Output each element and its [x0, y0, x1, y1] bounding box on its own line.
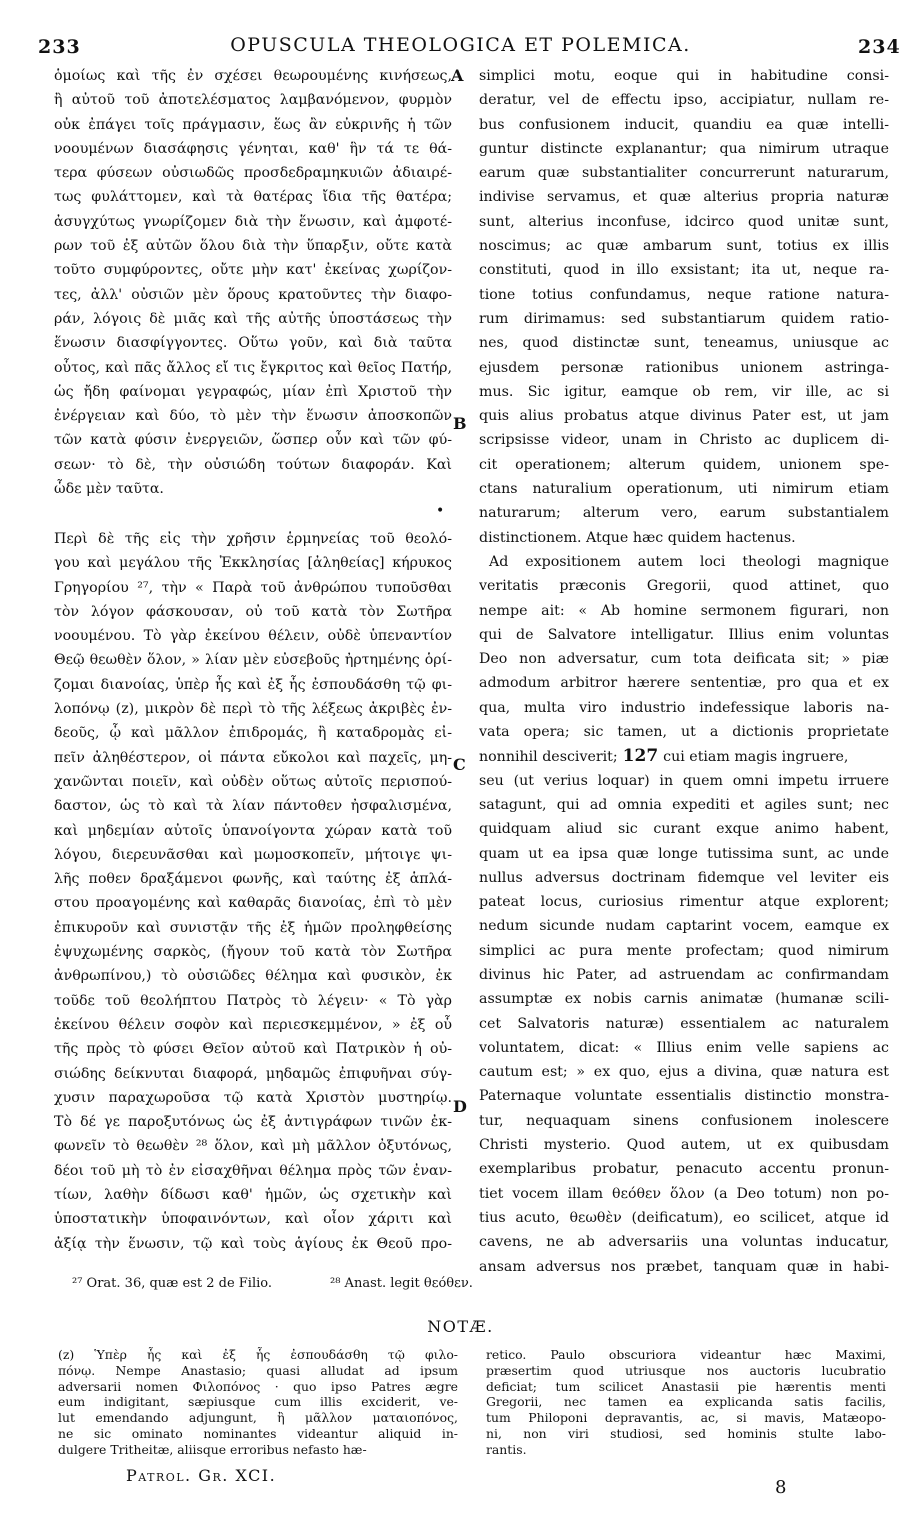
latin-text-line: cavens, ne ab adversariis una voluntas inducatur,: [479, 1234, 889, 1251]
latin-text-line: seu (ut verius loquar) in quem omni impetu irruere: [479, 772, 889, 789]
latin-text-line: constituti, quod in illo exsistant; ita ut, neque ra-: [479, 262, 889, 279]
latin-text-line: noscimus; ac quæ ambarum sunt, totius ex illis: [479, 238, 889, 255]
latin-text-line: quam ut ea ipsa quæ longe tutissima sunt, ac unde: [479, 845, 889, 862]
greek-text-line: φωνεῖν τὸ θεωθὲν ²⁸ ὅλον, καὶ μὴ μᾶλλον ὀξυτόνως,: [54, 1138, 452, 1155]
latin-text-line: vata opera; sic tamen, ut a dictionis proprietate: [479, 724, 889, 741]
greek-text-line: ἐνέργειαν καὶ δύο, τὸ μὲν τὴν ἕνωσιν ἀποσκοπῶν: [54, 408, 452, 425]
note-line: rantis.: [486, 1441, 527, 1457]
greek-text-line: ὑποστατικὴν ὑποφαινόντων, καὶ οἷον χάριτι καὶ: [54, 1211, 452, 1228]
latin-text-line: ansam adversus nos præbet, tanquam quæ in habi-: [479, 1258, 889, 1275]
greek-text-line: Γρηγορίου ²⁷, τὴν « Παρὰ τοῦ ἀνθρώπου τυποῦσθαι: [54, 579, 452, 596]
notes-heading: NOTÆ.: [427, 1317, 494, 1336]
note-line: tum Philoponi depravantis, ac, si mavis, Matæopo-: [486, 1410, 886, 1426]
greek-text-line: νοουμένων διασάφησις γένηται, καθ' ἣν τά τε θά-: [54, 140, 452, 157]
page-number-left: 233: [38, 36, 81, 58]
greek-text-line: Τὸ δέ γε παροξυτόνως ὡς ἐξ ἀντιγράφων τινῶν ἐκ-: [54, 1114, 452, 1131]
signature-mark: Patrol. Gr. XCI.: [126, 1466, 277, 1485]
latin-text-line: voluntatem, dicat: « Illius enim velle sapiens ac: [479, 1039, 889, 1056]
latin-text-line: ejusdem personæ rationibus unionem astringa-: [479, 359, 889, 376]
latin-text-line: nullus adversus doctrinam fidemque vel leviter eis: [479, 869, 889, 886]
greek-text-line: πεῖν ἀληθέστερον, οἱ πάντα εὔκολοι καὶ παχεῖς, μη-: [54, 749, 452, 766]
notes-right-column: [486, 1347, 886, 1458]
margin-letter-d: D: [453, 1097, 467, 1116]
greek-text-block-1: [54, 64, 452, 501]
greek-text-line: χανῶνται ποιεῖν, καὶ οὐδὲν οὕτως αὐτοῖς περισπού-: [54, 773, 452, 790]
greek-text-line: ἢ αὐτοῦ τοῦ ἀποτελέσματος λαμβανόμενον, φυρμὸν: [54, 92, 452, 109]
latin-text-line: cautum est; » ex quo, ejus a divina, quæ natura est: [479, 1064, 889, 1081]
note-line: adversarii nomen Φιλοπόνος · quo ipso Patres ægre: [58, 1378, 458, 1394]
latin-text-line: Deo non adversatur, cum tota deificata sit; » piæ: [479, 651, 889, 668]
greek-text-line: τοῦτο συμφύροντες, οὔτε μὴν κατ' ἐκείνας χωρίζον-: [54, 262, 452, 279]
latin-text-line: rum dirimamus: sed substantiarum quidem ratio-: [479, 310, 889, 327]
note-line: retico. Paulo obscuriora videantur hæc Maximi,: [486, 1347, 886, 1362]
latin-text-line: simplici motu, eoque qui in habitudine consi-: [479, 68, 889, 84]
greek-text-line: ρων τοῦ ἐξ αὐτῶν ὅλου διὰ τὴν ὕπαρξιν, οὔτε κατὰ: [54, 238, 452, 255]
latin-text-line: exemplaribus probatur, penacuto accentu pronun-: [479, 1161, 889, 1178]
greek-text-line: τὸν λόγον φάσκουσαν, οὐ τοῦ κατὰ τὸν Σωτῆρα: [54, 603, 452, 620]
margin-letter-b: B: [453, 414, 467, 433]
greek-text-line: τίων, λαθὴν δίδωσι καθ' ἡμῶν, ὡς σχετικὴν καὶ: [54, 1187, 452, 1204]
greek-text-line: χυσιν παραχωροῦσα τῷ κατὰ Χριστὸν μυστηρίῳ.: [54, 1089, 452, 1106]
latin-text-line: deratur, vel de effectu ipso, accipiatur, nullam re-: [479, 92, 889, 109]
greek-text-line: Θεῷ θεωθὲν ὅλον, » λίαν μὲν εὐσεβοῦς ἠρτημένης ὁρί-: [54, 652, 452, 669]
latin-text-line: indivise servamus, et quæ alterius propria naturæ: [479, 189, 889, 206]
latin-text-column: [479, 64, 889, 1279]
latin-text-line: tur, nequaquam sinens confusionem inolescere: [479, 1112, 889, 1129]
page-number-right: 234: [858, 36, 901, 58]
latin-text-line: qua, multa viro industrio indefessique laboris na-: [479, 699, 889, 716]
latin-text-line: pateat locus, curiosius rimentur atque explorent;: [479, 894, 889, 911]
greek-text-line: τοῦδε τοῦ θεολήπτου Πατρὸς τὸ λέγειν· « Τὸ γὰρ: [54, 992, 452, 1009]
note-line: (z) Ὑπὲρ ἧς καὶ ἐξ ἧς ἐσπουδάσθη τῷ φιλο-: [58, 1347, 458, 1362]
greek-text-line: λόγου, διερευνᾶσθαι καὶ μωμοσκοπεῖν, μήτοιγε ψι-: [54, 846, 452, 863]
latin-text-line: Christi mysterio. Quod autem, ut ex quibusdam: [479, 1137, 889, 1154]
latin-text-line: nedum sicunde nudam captarint vocem, eamque ex: [479, 918, 889, 935]
latin-text-line: divinus hic Pater, ad astruendam ac confirmandam: [479, 966, 889, 983]
latin-text-line: mus. Sic igitur, eamque ob rem, vir ille, ac si: [479, 383, 889, 400]
latin-text-line: qui de Salvatore intelligatur. Illius enim voluntas: [479, 626, 889, 643]
latin-text-line: tiet vocem illam θεόθεν ὅλον (a Deo totum) non po-: [479, 1185, 889, 1202]
latin-text-line: ctans naturalium operationum, uti nimirum etiam: [479, 481, 889, 498]
greek-text-line: ὡς ἤδη φαίνομαι γεγραφώς, μίαν ἐπὶ Χριστοῦ τὴν: [54, 383, 452, 400]
margin-letter-c: C: [453, 755, 466, 774]
greek-text-line: οὗτος, καὶ πᾶς ἄλλος εἴ τις ἔγκριτος καὶ θεῖος Πατήρ,: [54, 359, 452, 376]
latin-text-line: nempe ait: « Ab homine sermonem figurari, non: [479, 602, 889, 619]
greek-text-line: ἀνθρωπίνου,) τὸ οὐσιῶδες θέλημα καὶ φυσικὸν, ἐκ: [54, 968, 452, 985]
footnote-28: ²⁸ Anast. legit θεόθεν.: [330, 1276, 473, 1291]
greek-text-line: λοπόνῳ (z), μικρὸν δὲ περὶ τὸ τῆς λέξεως ἀκριβὲς ἐν-: [54, 701, 452, 718]
latin-text-line: sunt, alterius inconfuse, idcirco quod unitæ sunt,: [479, 213, 889, 230]
greek-text-line: τως φυλάττομεν, καὶ τὰ θατέρας ἴδια τῆς θατέρα;: [54, 189, 452, 206]
greek-text-line: ἐπικυροῦν καὶ συνιστᾷν τῆς ἐξ ἡμῶν προληφθείσης: [54, 919, 452, 936]
greek-text-line: ἕνωσιν διασφίγγοντες. Οὕτω γοῦν, καὶ διὰ ταῦτα: [54, 335, 452, 352]
latin-text-line: satagunt, qui ad omnia expediti et agiles sunt; nec: [479, 796, 889, 813]
running-title: OPUSCULA THEOLOGICA ET POLEMICA.: [230, 34, 691, 56]
latin-text-line: distinctionem. Atque hæc quidem hactenus.: [479, 529, 796, 546]
latin-text-line: quidquam aliud sic curant exque animo habent,: [479, 821, 889, 838]
greek-text-line: ὁμοίως καὶ τῆς ἐν σχέσει θεωρουμένης κινήσεως,: [54, 68, 452, 84]
greek-text-line: καὶ μηδεμίαν αὐτοῖς ὑπανοίγοντα χώραν κατὰ τοῦ: [54, 822, 452, 839]
greek-text-line: ὧδε μὲν ταῦτα.: [54, 481, 164, 498]
greek-text-line: ζομαι διανοίας, ὑπὲρ ἧς καὶ ἐξ ἧς ἐσπουδάσθη τῷ φι-: [54, 676, 452, 693]
greek-text-line: νοουμένου. Τὸ γὰρ ἐκείνου θέλειν, οὐδὲ ὑπεναντίον: [54, 628, 452, 645]
latin-text-segment: cui etiam magis ingruere,: [663, 749, 849, 766]
greek-text-line: Περὶ δὲ τῆς εἰς τὴν χρῆσιν ἑρμηνείας τοῦ θεολό-: [54, 531, 452, 547]
latin-text-line: assumptæ ex nobis carnis animatæ (humanæ scili-: [479, 991, 889, 1008]
greek-text-line: τῆς πρὸς τὸ φύσει Θεῖον αὐτοῦ καὶ Πατρικὸν ἡ οὐ-: [54, 1041, 452, 1058]
note-line: eum indigitant, sæpiusque cum illis exciderit, ve-: [58, 1394, 458, 1410]
note-line: præsertim quod utriusque nos auctoris lucubratio: [486, 1362, 886, 1378]
note-line: lut emendando adjungunt, ἢ μᾶλλον ματαιοπόνος,: [58, 1410, 458, 1426]
greek-text-line: σεων· τὸ δὲ, τὴν οὐσιώδη τούτων διαφοράν. Καὶ: [54, 456, 452, 473]
greek-text-line: ἐψυχωμένης σαρκὸς, (ἤγουν τοῦ κατὰ τὸν Σωτῆρα: [54, 944, 452, 961]
latin-text-line: cit operationem; alterum quidem, unionem spe-: [479, 456, 889, 473]
sheet-number: 8: [775, 1477, 787, 1498]
latin-text-line: naturarum; alterum vero, earum substantialem: [479, 505, 889, 522]
greek-text-line: στου προαγομένης καὶ καθαρᾶς διανοίας, ἐπὶ τὸ μὲν: [54, 895, 452, 912]
greek-text-line: ἀξίᾳ τὴν ἕνωσιν, τῷ καὶ τοὺς ἁγίους ἐκ Θεοῦ προ-: [54, 1235, 452, 1252]
footnote-27: ²⁷ Orat. 36, quæ est 2 de Filio.: [72, 1276, 273, 1291]
latin-text-line: cet Salvatoris naturæ) essentialem ac naturalem: [479, 1015, 889, 1032]
note-line: πόνῳ. Nempe Anastasio; quasi alludat ad ipsum: [58, 1362, 458, 1378]
latin-text-line: tius acuto, θεωθὲν (deificatum), eo scilicet, atque id: [479, 1209, 889, 1226]
latin-text-line: veritatis præconis Gregorii, quod attinet, quo: [479, 578, 889, 595]
latin-text-line: admodum arbitror hærere sententiæ, pro qua et ex: [479, 675, 889, 692]
greek-text-block-2: [54, 527, 452, 1256]
column-number: 127: [622, 746, 659, 767]
note-line: ne sic ominato nominantes videantur aliquid in-: [58, 1425, 458, 1441]
latin-text-line: scripsisse videor, unam in Christo ac duplicem di-: [479, 432, 889, 449]
greek-text-line: δέοι τοῦ μὴ τὸ ἐν εἰσαχθῆναι θέλημα πρὸς τῶν ἐναν-: [54, 1162, 452, 1179]
margin-letter-a: A: [451, 66, 464, 85]
greek-text-line: δαστον, ὡς τὸ καὶ τὰ λίαν πάντοθεν ἠσφαλισμένα,: [54, 798, 452, 815]
note-line: dulgere Tritheitæ, aliisque erroribus nefasto hæ-: [58, 1441, 367, 1457]
greek-text-line: ἐκείνου θέλειν σοφὸν καὶ περιεσκεμμένον, » ἐξ οὗ: [54, 1016, 452, 1033]
latin-text-line: guntur distincte explanantur; qua nimirum utraque: [479, 140, 889, 157]
latin-text-line: earum quæ substantialiter concurrerunt naturarum,: [479, 165, 889, 182]
greek-text-line: σιώδης δείκνυται διαφορά, μηδαμῶς ἐπιφυῆναι σύγ-: [54, 1065, 452, 1082]
latin-text-line: Paternaque voluntate essentialis distinctio monstra-: [479, 1088, 889, 1105]
greek-text-line: οὐκ ἐπάγει τοῖς πράγμασιν, ἕως ἂν εὐκρινῆς ἡ τῶν: [54, 116, 452, 133]
greek-text-line: ράν, λόγοις δὲ μιᾶς καὶ τῆς αὐτῆς ὑποστάσεως τὴν: [54, 310, 452, 327]
ornament-dot: •: [436, 503, 445, 519]
latin-text-line: Ad expositionem autem loci theologi magnique: [489, 553, 889, 570]
greek-text-line: λῆς ποθεν δραξάμενοι φωνῆς, καὶ ταύτης ἐξ ἁπλά-: [54, 871, 452, 888]
latin-text-line: tione totius confundamus, neque ratione natura-: [479, 286, 889, 303]
greek-text-line: τες, ἀλλ' οὐσιῶν μὲν ὅρους κρατοῦντες τὴν διαφο-: [54, 286, 452, 303]
latin-text-segment: nonnihil desciverit;: [479, 749, 618, 766]
greek-text-line: τῶν κατὰ φύσιν ἐνεργειῶν, ὥσπερ οὖν καὶ τῶν φύ-: [54, 432, 452, 449]
notes-left-column: [58, 1347, 458, 1458]
latin-text-line: [479, 744, 889, 768]
greek-text-line: γου καὶ μεγάλου τῆς Ἐκκλησίας [ἀληθείας] κήρυκος: [54, 555, 452, 572]
greek-text-line: τερα φύσεων οὐσιωδῶς προσδεδραμηκυιῶν ἀδιαιρέ-: [54, 165, 452, 182]
note-line: ni, non viri studiosi, sed hominis stulte labo-: [486, 1425, 886, 1441]
latin-text-line: bus confusionem inducit, quandiu ea quæ intelli-: [479, 116, 889, 133]
latin-text-line: nes, quod distinctæ sunt, teneamus, uniusque ac: [479, 335, 889, 352]
note-line: Gregorii, nec tamen ea explicanda satis facilis,: [486, 1394, 886, 1410]
note-line: deficiat; tum scilicet Anastasii pie hærentis menti: [486, 1378, 886, 1394]
latin-text-line: quis alius probatus atque divinus Pater est, ut jam: [479, 408, 889, 425]
greek-text-line: ἀσυγχύτως γνωρίζομεν διὰ τὴν ἕνωσιν, καὶ ἀμφοτέ-: [54, 213, 452, 230]
latin-text-line: simplici ac pura mente profectam; quod nimirum: [479, 942, 889, 959]
greek-text-line: δεοῦς, ᾧ καὶ μᾶλλον ἐπιδρομάς, ἢ καταδρομὰς εἰ-: [54, 725, 452, 742]
